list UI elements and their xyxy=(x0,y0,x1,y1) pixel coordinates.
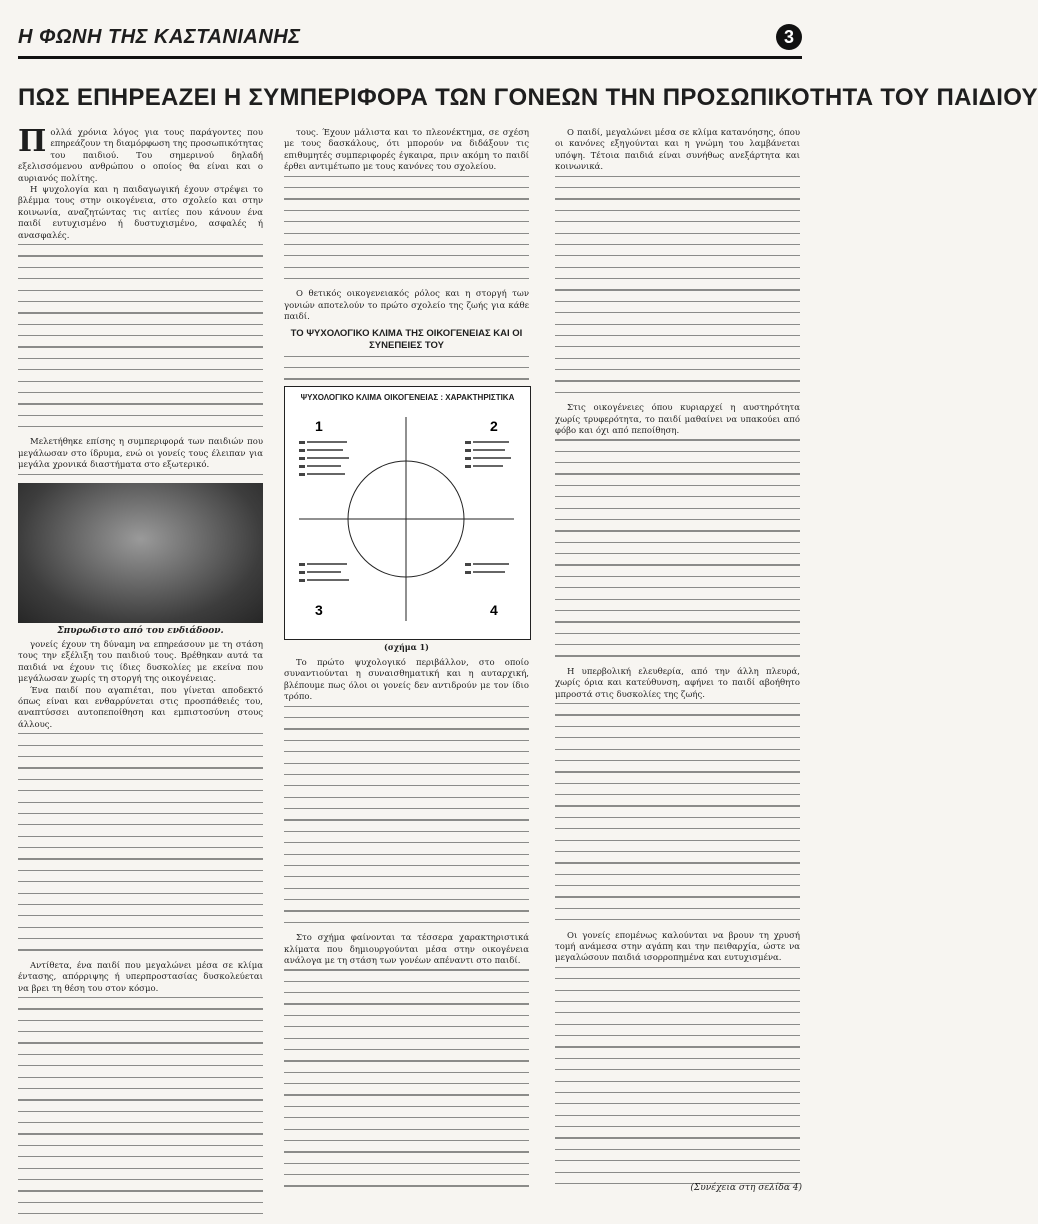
paragraph: Αντίθετα, ένα παιδί που μεγαλώνει μέσα σε κλίμα έντασης, απόρριψης ή υπερπροστασίας δυσκολεύεται να βρει τη θέση του στον κόσμο. xyxy=(18,960,263,994)
quadrant-diagram xyxy=(285,403,528,631)
paragraph: Ένα παιδί που αγαπιέται, που γίνεται αποδεκτό όπως είναι και ενθαρρύνεται στις προσπάθειές του, αναπτύσσει αυτοπεποίθηση και εμπιστοσύνη στους άλλους. xyxy=(18,685,263,730)
quadrant-label-4: 4 xyxy=(490,602,498,619)
paragraph: Στο σχήμα φαίνονται τα τέσσερα χαρακτηριστικά κλίματα που δημιουργούνται μέσα στην οικογένεια ανάλογα με τη στάση των γονέων απέναντι στο παιδί. xyxy=(284,933,529,966)
article-photo xyxy=(18,483,263,623)
column-3 xyxy=(555,128,800,1194)
lead-paragraph xyxy=(18,124,263,185)
paragraph: Η υπερβολική ελευθερία, από την άλλη πλευρά, χωρίς όρια και κατεύθυνση, αφήνει το παιδί αβοήθητο μπροστά στις δυσκολίες της ζωής. xyxy=(555,666,800,700)
figure-title: ΨΥΧΟΛΟΓΙΚΟ ΚΛΙΜΑ ΟΙΚΟΓΕΝΕΙΑΣ : ΧΑΡΑΚΤΗΡΙΣΤΙΚΑ xyxy=(300,393,515,402)
column-1-lower xyxy=(18,640,263,1224)
paragraph: Οι γονείς επομένως καλούνται να βρουν τη χρυσή τομή ανάμεσα στην αγάπη και την πειθαρχία, ώστε να μεγαλώσουν παιδιά ισορροπημένα και ευτυχισμένα. xyxy=(555,930,800,964)
column-2-lower xyxy=(284,658,529,1197)
text-lines xyxy=(555,176,800,393)
quadrant-label-1: 1 xyxy=(315,418,323,435)
text-lines xyxy=(18,244,263,427)
masthead xyxy=(18,26,802,64)
paragraph: τους. Έχουν μάλιστα και το πλεονέκτημα, σε σχέση με τους δασκάλους, ότι μπορούν να διδάξουν τις επιθυμητές συμπεριφορές έγκαιρα, πριν ακόμη το παιδί έρθει αντιμέτωπο με τους κανόνες του σχολείου. xyxy=(284,128,529,173)
article-headline: ΠΩΣ ΕΠΗΡΕΑΖΕΙ Η ΣΥΜΠΕΡΙΦΟΡΑ ΤΩΝ ΓΟΝΕΩΝ ΤΗΝ ΠΡΟΣΩΠΙΚΟΤΗΤΑ ΤΟΥ ΠΑΙΔΙΟΥ xyxy=(18,84,1038,111)
section-subheading: ΤΟ ΨΥΧΟΛΟΓΙΚΟ ΚΛΙΜΑ ΤΗΣ ΟΙΚΟΓΕΝΕΙΑΣ ΚΑΙ ΟΙ ΣΥΝΕΠΕΙΕΣ ΤΟΥ xyxy=(290,327,523,351)
newspaper-title: Η ΦΩΝΗ ΤΗΣ ΚΑΣΤΑΝΙΑΝΗΣ xyxy=(18,26,301,48)
text-lines xyxy=(555,439,800,656)
paragraph: Η ψυχολογία και η παιδαγωγική έχουν στρέψει το βλέμμα τους στην οικογένεια, στο σχολείο και στην κοινωνία, αναζητώντας τις αιτίες που κάνουν ένα παιδί ευτυχισμένο ή δυστυχισμένο, ασφαλές ή ανασφαλές. xyxy=(18,185,263,241)
continued-note: (Συνέχεια στη σελίδα 4) xyxy=(690,1183,802,1193)
drop-cap: Π xyxy=(18,124,47,159)
quadrant-label-3: 3 xyxy=(315,602,323,619)
photo-caption: Σπυρωδιστο από του ενδιάδοον. xyxy=(57,626,224,636)
text-lines xyxy=(18,733,263,950)
left-legend xyxy=(299,441,349,582)
text-lines xyxy=(555,967,800,1184)
figure-caption: (σχήμα 1) xyxy=(384,642,429,652)
text-lines xyxy=(284,176,529,280)
quadrant-label-2: 2 xyxy=(490,418,498,435)
paragraph: γονείς έχουν τη δύναμη να επηρεάσουν με τη στάση τους την εξέλιξη του παιδιού τους. Βρέθηκαν αυτά τα παιδιά να έχουν τις ίδιες δυσκολίες με εκείνα που μεγάλωσαν χωρίς τη στοργή της οικογένειας. xyxy=(18,640,263,685)
paragraph: Ο παιδί, μεγαλώνει μέσα σε κλίμα κατανόησης, όπου οι κανόνες εξηγούνται και η γνώμη του λαμβάνεται υπόψη. Τέτοια παιδιά είναι συνήθως ανεξάρτητα και κοινωνικά. xyxy=(555,128,800,173)
text-lines xyxy=(284,706,529,923)
text-lines xyxy=(555,703,800,920)
text-lines xyxy=(18,997,263,1214)
masthead-rule xyxy=(18,56,802,59)
family-climate-figure xyxy=(284,386,531,640)
article-body xyxy=(18,124,802,1193)
paragraph: Μελετήθηκε επίσης η συμπεριφορά των παιδιών που μεγάλωσαν στο ίδρυμα, ενώ οι γονείς τους έλειπαν για μεγάλα χρονικά διαστήματα στο εξωτερικό. xyxy=(18,437,263,471)
page-number-badge: 3 xyxy=(776,24,802,50)
paragraph: Το πρώτο ψυχολογικό περιβάλλον, στο οποίο συναντιούνται η συναισθηματική και η αυταρχική, βλέπουμε πως όλοι οι γονείς δεν αντιδρούν με τον ίδιο τρόπο. xyxy=(284,658,529,703)
paragraph: Ο θετικός οικογενειακός ρόλος και η στοργή των γονιών αποτελούν το πρώτο σχολείο της ζωής για κάθε παιδί. xyxy=(284,289,529,323)
paragraph-text: ολλά χρόνια λόγος για τους παράγοντες που επηρεάζουν τη διαμόρφωση της προσωπικότητας του παιδιού. Του σημερινού δηλαδή εξελισσόμενου ανθρώπου ο οποίος θα είναι και ο αυριανός πολίτης. xyxy=(18,128,263,184)
right-legend xyxy=(465,441,511,574)
text-lines xyxy=(284,969,529,1186)
paragraph: Στις οικογένειες όπου κυριαρχεί η αυστηρότητα χωρίς τρυφερότητα, το παιδί μαθαίνει να υπακούει από φόβο και όχι από πεποίθηση. xyxy=(555,403,800,436)
